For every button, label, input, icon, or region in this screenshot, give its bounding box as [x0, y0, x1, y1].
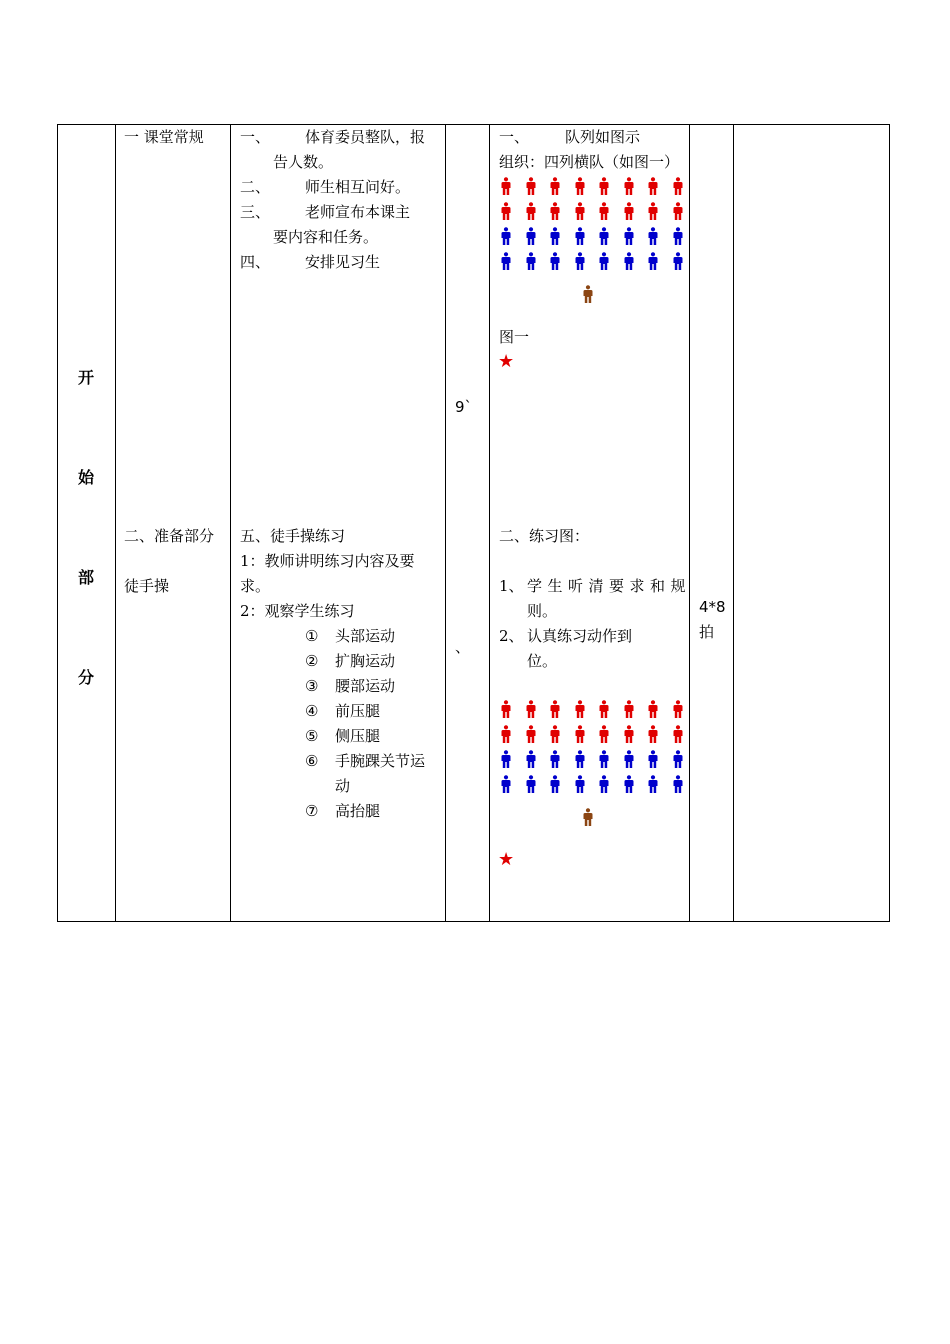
section-char: 分: [78, 668, 95, 687]
student-icon-red: [672, 725, 684, 743]
step-number: 四、: [240, 253, 271, 271]
student-icon-blue: [549, 775, 561, 793]
student-icon-red: [598, 725, 610, 743]
lesson-plan-table: [57, 124, 890, 922]
section-char: 开: [78, 368, 95, 387]
student-icon-red: [672, 202, 684, 220]
star-icon: ★: [498, 849, 515, 870]
beat-unit: 拍: [699, 623, 715, 641]
student-icon-red: [549, 725, 561, 743]
column-divider: [689, 125, 690, 921]
student-icon-red: [574, 725, 586, 743]
step-text: 老师宣布本课主: [305, 203, 411, 221]
student-icon-blue: [623, 775, 635, 793]
student-icon-blue: [574, 252, 586, 270]
student-icon-blue: [549, 227, 561, 245]
student-icon-red: [574, 177, 586, 195]
student-icon-blue: [549, 750, 561, 768]
student-icon-red: [598, 700, 610, 718]
student-icon-red: [525, 725, 537, 743]
teacher-icon: [582, 808, 594, 826]
exercise-item: 高抬腿: [335, 802, 381, 820]
student-icon-red: [647, 177, 659, 195]
exercise-item: 头部运动: [335, 627, 396, 645]
exercise-item: 前压腿: [335, 702, 381, 720]
formation-row: [495, 252, 685, 270]
student-icon-blue: [500, 227, 512, 245]
exercise-line: 2：观察学生练习: [240, 602, 355, 620]
student-icon-red: [647, 700, 659, 718]
exercise-item: 扩胸运动: [335, 652, 396, 670]
org-line: 组织：四列横队（如图一）: [499, 153, 680, 171]
student-icon-blue: [598, 775, 610, 793]
step-number: 一、: [240, 128, 271, 146]
teacher-icon: [582, 285, 594, 303]
student-icon-red: [500, 725, 512, 743]
student-icon-blue: [525, 227, 537, 245]
student-icon-blue: [647, 750, 659, 768]
formation-figure-2: [495, 700, 685, 832]
requirement-text: 认真练习动作到: [527, 627, 633, 645]
exercise-mark: ⑥: [305, 752, 319, 770]
star-icon: ★: [498, 351, 515, 372]
exercise-mark: ②: [305, 652, 319, 670]
student-icon-blue: [574, 750, 586, 768]
student-icon-red: [500, 700, 512, 718]
student-icon-blue: [549, 252, 561, 270]
routine-heading: 一 课堂常规: [124, 128, 204, 146]
formation-row: [495, 227, 685, 245]
student-icon-blue: [574, 227, 586, 245]
step-text: 体育委员整队，报: [305, 128, 426, 146]
exercise-item: 侧压腿: [335, 727, 381, 745]
column-divider: [733, 125, 734, 921]
requirement-text: 学生听清要求和规: [527, 577, 692, 595]
step-number: 二、: [240, 178, 271, 196]
student-icon-blue: [598, 252, 610, 270]
section-char: 部: [78, 568, 95, 587]
student-icon-red: [672, 177, 684, 195]
org-title: 队列如图示: [565, 128, 641, 146]
exercise-item: 手腕踝关节运: [335, 752, 426, 770]
student-icon-blue: [598, 227, 610, 245]
student-icon-red: [623, 725, 635, 743]
student-icon-blue: [623, 252, 635, 270]
column-divider: [115, 125, 116, 921]
exercise-item: 腰部运动: [335, 677, 396, 695]
practice-heading: 二、练习图：: [499, 527, 590, 545]
student-icon-red: [623, 177, 635, 195]
student-icon-blue: [623, 750, 635, 768]
student-icon-red: [549, 202, 561, 220]
student-icon-red: [500, 177, 512, 195]
beat-count: 4*8: [699, 598, 726, 616]
requirement-text: 位。: [527, 652, 558, 670]
student-icon-red: [623, 700, 635, 718]
prep-heading: 二、准备部分: [124, 527, 215, 545]
formation-row: [495, 202, 685, 220]
student-icon-red: [549, 177, 561, 195]
exercise-line: 求。: [240, 577, 271, 595]
exercise-heading: 五、徒手操练习: [240, 527, 346, 545]
formation-row: [495, 700, 685, 718]
exercise-mark: ④: [305, 702, 319, 720]
student-icon-red: [549, 700, 561, 718]
requirement-text: 则。: [527, 602, 558, 620]
student-icon-red: [500, 202, 512, 220]
student-icon-blue: [525, 750, 537, 768]
time-mark: 、: [455, 638, 471, 656]
requirement-number: 2、: [499, 627, 524, 645]
student-icon-red: [598, 177, 610, 195]
figure-caption: 图一: [499, 328, 530, 346]
student-icon-red: [623, 202, 635, 220]
formation-row: [495, 177, 685, 195]
column-divider: [489, 125, 490, 921]
column-divider: [445, 125, 446, 921]
formation-row: [495, 750, 685, 768]
student-icon-blue: [672, 750, 684, 768]
student-icon-blue: [623, 227, 635, 245]
exercise-mark: ⑦: [305, 802, 319, 820]
student-icon-red: [647, 725, 659, 743]
exercise-mark: ①: [305, 627, 319, 645]
section-char: 始: [78, 468, 95, 487]
student-icon-blue: [598, 750, 610, 768]
exercise-line: 1：教师讲明练习内容及要: [240, 552, 415, 570]
exercise-mark: ⑤: [305, 727, 319, 745]
formation-row: [495, 725, 685, 743]
prep-subheading: 徒手操: [124, 577, 170, 595]
student-icon-blue: [647, 775, 659, 793]
student-icon-red: [574, 700, 586, 718]
formation-figure-1: [495, 177, 685, 309]
student-icon-blue: [500, 750, 512, 768]
requirement-number: 1、: [499, 577, 524, 595]
exercise-item: 动: [335, 777, 351, 795]
student-icon-red: [647, 202, 659, 220]
student-icon-blue: [525, 252, 537, 270]
formation-row: [495, 775, 685, 793]
step-text: 要内容和任务。: [273, 228, 379, 246]
step-text: 告人数。: [273, 153, 334, 171]
student-icon-blue: [672, 775, 684, 793]
student-icon-blue: [500, 252, 512, 270]
student-icon-red: [672, 700, 684, 718]
student-icon-blue: [672, 252, 684, 270]
column-divider: [230, 125, 231, 921]
step-number: 三、: [240, 203, 271, 221]
step-text: 安排见习生: [305, 253, 381, 271]
student-icon-red: [525, 177, 537, 195]
student-icon-blue: [500, 775, 512, 793]
student-icon-blue: [647, 252, 659, 270]
org-number: 一、: [499, 128, 530, 146]
exercise-mark: ③: [305, 677, 319, 695]
time-value: 9`: [455, 398, 473, 416]
student-icon-red: [574, 202, 586, 220]
student-icon-red: [525, 700, 537, 718]
student-icon-red: [525, 202, 537, 220]
student-icon-blue: [647, 227, 659, 245]
student-icon-blue: [672, 227, 684, 245]
student-icon-red: [598, 202, 610, 220]
student-icon-blue: [574, 775, 586, 793]
step-text: 师生相互问好。: [305, 178, 411, 196]
student-icon-blue: [525, 775, 537, 793]
